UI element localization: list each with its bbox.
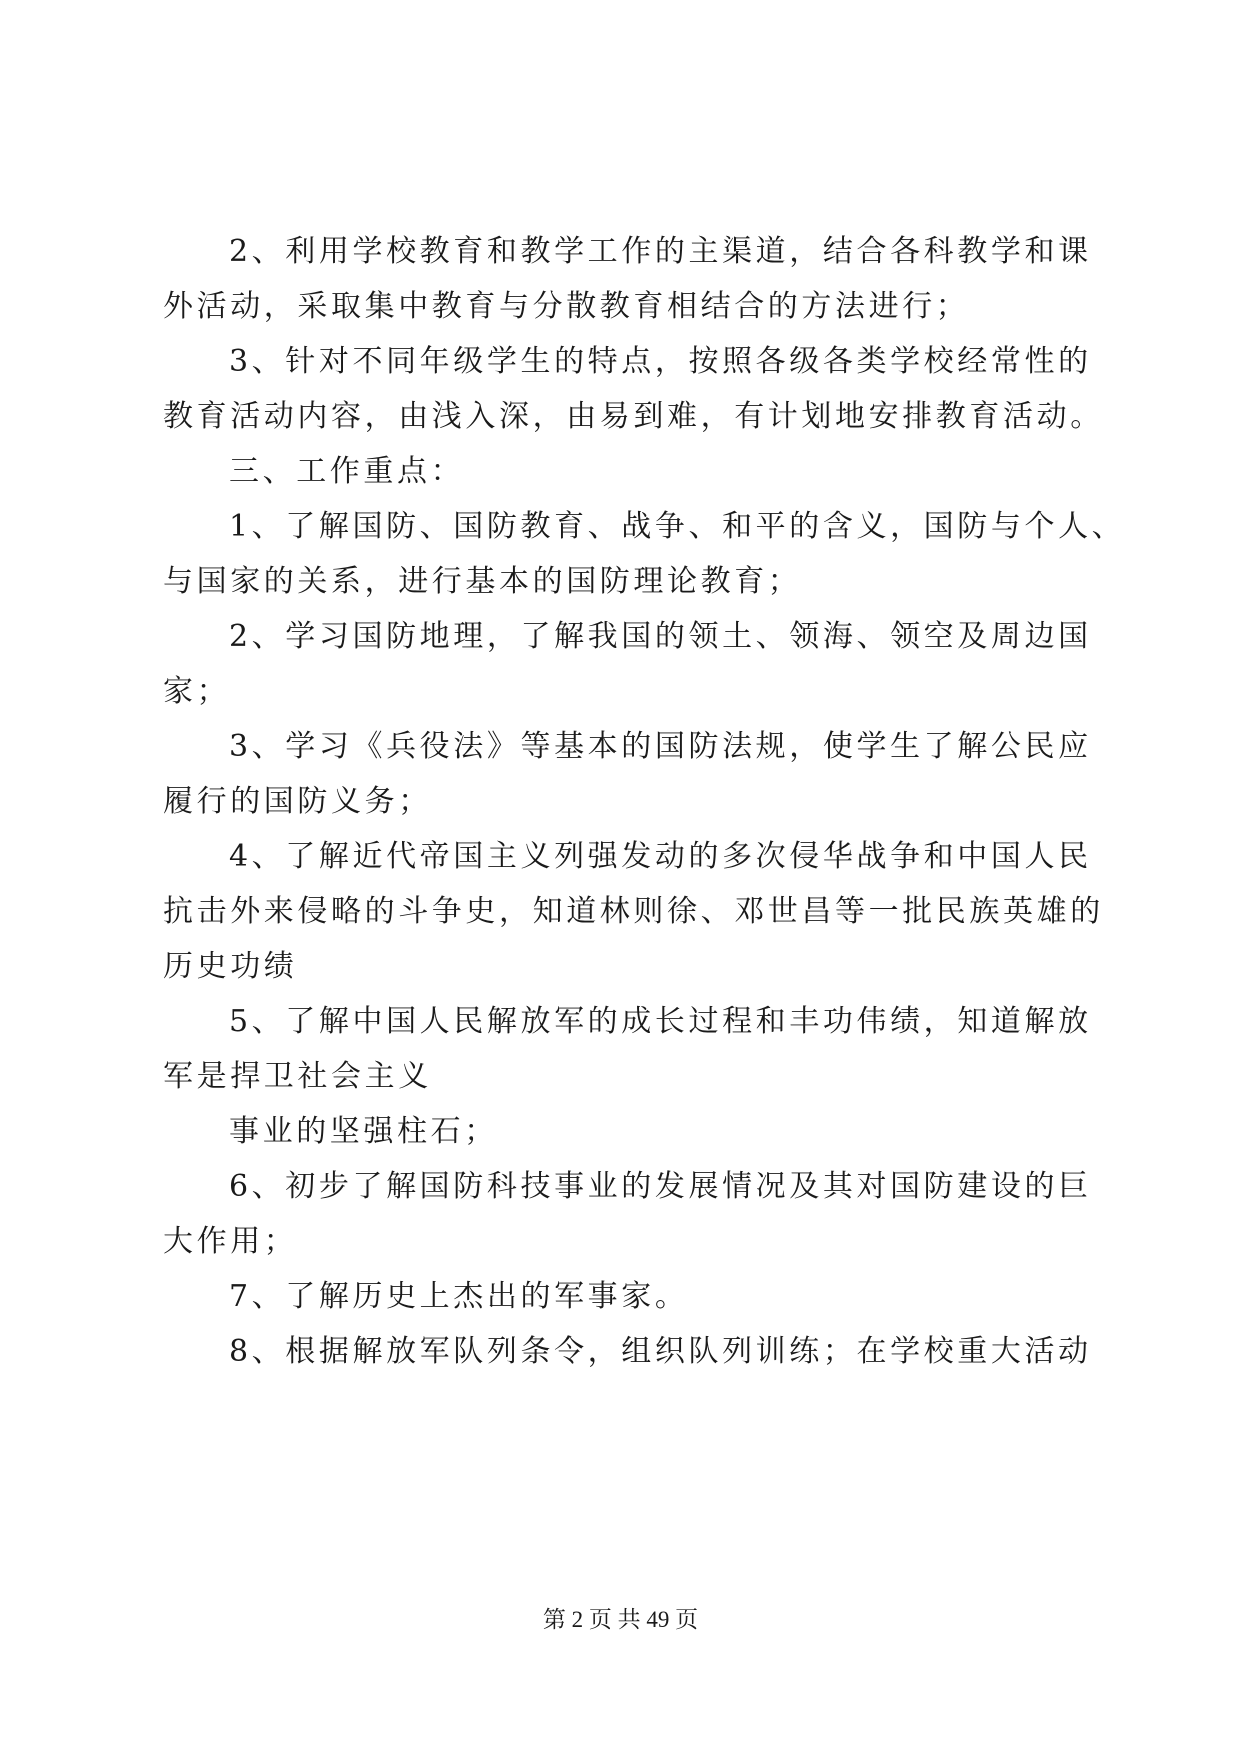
text-line: 6、初步了解国防科技事业的发展情况及其对国防建设的巨 bbox=[229, 1169, 1092, 1204]
text-line: 1、了解国防、国防教育、战争、和平的含义，国防与个人、 bbox=[229, 509, 1126, 544]
text-line: 事业的坚强柱石； bbox=[229, 1114, 498, 1149]
text-line: 履行的国防义务； bbox=[163, 784, 432, 819]
text-line: 大作用； bbox=[163, 1224, 298, 1259]
text-line: 家； bbox=[163, 674, 231, 709]
text-line: 7、了解历史上杰出的军事家。 bbox=[229, 1279, 689, 1314]
text-line: 3、针对不同年级学生的特点，按照各级各类学校经常性的 bbox=[229, 344, 1092, 379]
text-line: 外活动，采取集中教育与分散教育相结合的方法进行； bbox=[163, 289, 970, 324]
text-line: 8、根据解放军队列条令，组织队列训练；在学校重大活动 bbox=[229, 1334, 1092, 1369]
page-number-footer: 第 2 页 共 49 页 bbox=[542, 1607, 699, 1632]
text-line: 教育活动内容，由浅入深，由易到难，有计划地安排教育活动。 bbox=[163, 399, 1104, 434]
text-line: 2、学习国防地理，了解我国的领土、领海、领空及周边国 bbox=[229, 619, 1092, 654]
text-line: 与国家的关系，进行基本的国防理论教育； bbox=[163, 564, 802, 599]
text-line: 军是捍卫社会主义 bbox=[163, 1059, 432, 1094]
text-line: 历史功绩 bbox=[163, 949, 298, 984]
text-line: 5、了解中国人民解放军的成长过程和丰功伟绩，知道解放 bbox=[229, 1004, 1092, 1039]
text-line: 3、学习《兵役法》等基本的国防法规，使学生了解公民应 bbox=[229, 729, 1092, 764]
section-heading: 三、工作重点： bbox=[229, 454, 465, 489]
text-line: 2、利用学校教育和教学工作的主渠道，结合各科教学和课 bbox=[229, 234, 1092, 269]
text-line: 抗击外来侵略的斗争史，知道林则徐、邓世昌等一批民族英雄的 bbox=[163, 894, 1104, 929]
text-line: 4、了解近代帝国主义列强发动的多次侵华战争和中国人民 bbox=[229, 839, 1092, 874]
